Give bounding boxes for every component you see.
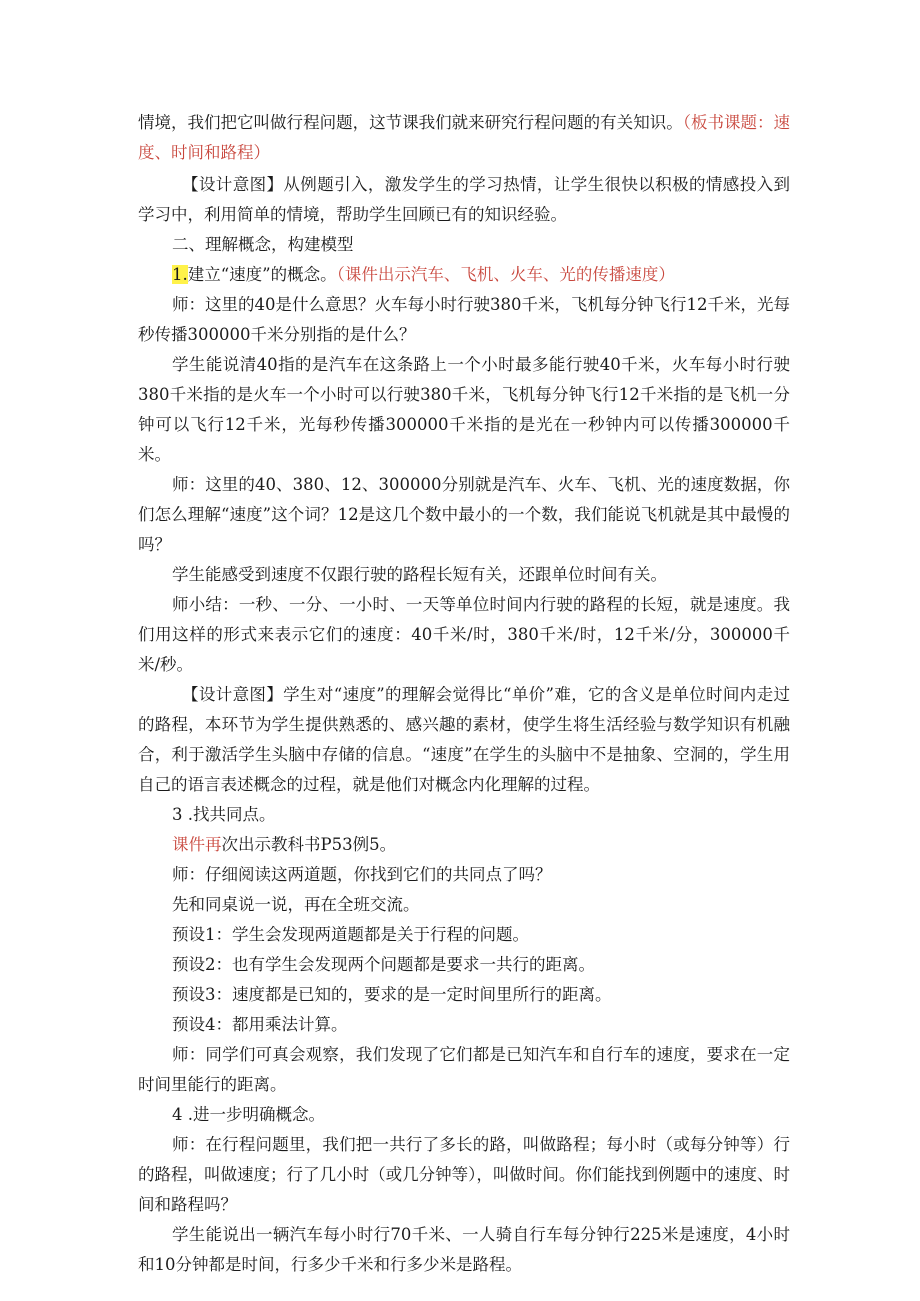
- preset-2: 预设2：也有学生会发现两个问题都是要求一共行的距离。: [172, 955, 595, 974]
- student-answer-2: 学生能感受到速度不仅跟行驶的路程长短有关，还跟单位时间有关。: [172, 565, 667, 584]
- courseware-label: 课件再: [172, 835, 222, 854]
- discussion-instruction: 先和同桌说一说，再在全班交流。: [172, 895, 420, 914]
- teacher-summary: 师小结：一秒、一分、一小时、一天等单位时间内行驶的路程的长短，就是速度。我们用这样的形式来表示它们的速度：40千米/时，380千米/时，12千米/分，300000千米/秒。: [138, 595, 790, 674]
- item-1-courseware-note: （课件出示汽车、飞机、火车、光的传播速度）: [336, 265, 675, 284]
- paragraph-intro: [138, 108, 790, 168]
- preset-1: 预设1：学生会发现两道题都是关于行程的问题。: [172, 925, 529, 944]
- teacher-comment: 师：同学们可真会观察，我们发现了它们都是已知汽车和自行车的速度，要求在一定时间里能行的距离。: [138, 1045, 790, 1094]
- blackboard-note: （板书课题：速度、时间和路程）: [138, 113, 791, 162]
- item-4-heading: 4 .进一步明确概念。: [172, 1105, 325, 1124]
- teacher-question-3: 师：仔细阅读这两道题，你找到它们的共同点了吗？: [172, 865, 552, 884]
- courseware-text: 次出示教科书P53例5。: [221, 835, 397, 854]
- section-heading-2: 二、理解概念，构建模型: [172, 235, 354, 254]
- courseware-line: [138, 830, 790, 860]
- document-body: [138, 108, 790, 1280]
- design-intent-2: 【设计意图】学生对“速度”的理解会觉得比“单价”难，它的含义是单位时间内走过的路程，本环节为学生提供熟悉的、感兴趣的素材，使学生将生活经验与数学知识有机融合，利于激活学生头脑中存储的信息。“速度”在学生的头脑中不是抽象、空洞的，学生用自己的语言表述概念的过程，就是他们对概念内化理解的过程。: [138, 685, 790, 794]
- item-3-heading: 3 .找共同点。: [172, 805, 276, 824]
- teacher-question-2: 师：这里的40、380、12、300000分别就是汽车、火车、飞机、光的速度数据，你们怎么理解“速度”这个词？12是这几个数中最小的一个数，我们能说飞机就是其中最慢的吗？: [138, 475, 790, 554]
- teacher-question-1: 师：这里的40是什么意思？火车每小时行驶380千米，飞机每分钟飞行12千米，光每秒传播300000千米分别指的是什么？: [138, 295, 790, 344]
- student-answer-1: 学生能说清40指的是汽车在这条路上一个小时最多能行驶40千米，火车每小时行驶380千米指的是火车一个小时可以行驶380千米，飞机每分钟飞行12千米指的是飞机一分钟可以飞行12千米，光每秒传播300000千米指的是光在一秒钟内可以传播300000千米。: [138, 355, 790, 464]
- student-answer-3: 学生能说出一辆汽车每小时行70千米、一人骑自行车每分钟行225米是速度，4小时和10分钟都是时间，行多少千米和行多少米是路程。: [138, 1225, 790, 1274]
- item-1-number: 1.: [172, 265, 188, 284]
- design-intent-1: 【设计意图】从例题引入，激发学生的学习热情，让学生很快以积极的情感投入到学习中，利用简单的情境，帮助学生回顾已有的知识经验。: [138, 175, 790, 224]
- preset-4: 预设4：都用乘法计算。: [172, 1015, 348, 1034]
- preset-3: 预设3：速度都是已知的，要求的是一定时间里所行的距离。: [172, 985, 612, 1004]
- item-1-heading: [138, 260, 790, 290]
- teacher-explanation: 师：在行程问题里，我们把一共行了多长的路，叫做路程；每小时（或每分钟等）行的路程，叫做速度；行了几小时（或几分钟等），叫做时间。你们能找到例题中的速度、时间和路程吗？: [138, 1135, 790, 1214]
- item-1-title: 建立“速度”的概念。: [187, 265, 337, 284]
- intro-text: 情境，我们把它叫做行程问题，这节课我们就来研究行程问题的有关知识。: [138, 113, 683, 132]
